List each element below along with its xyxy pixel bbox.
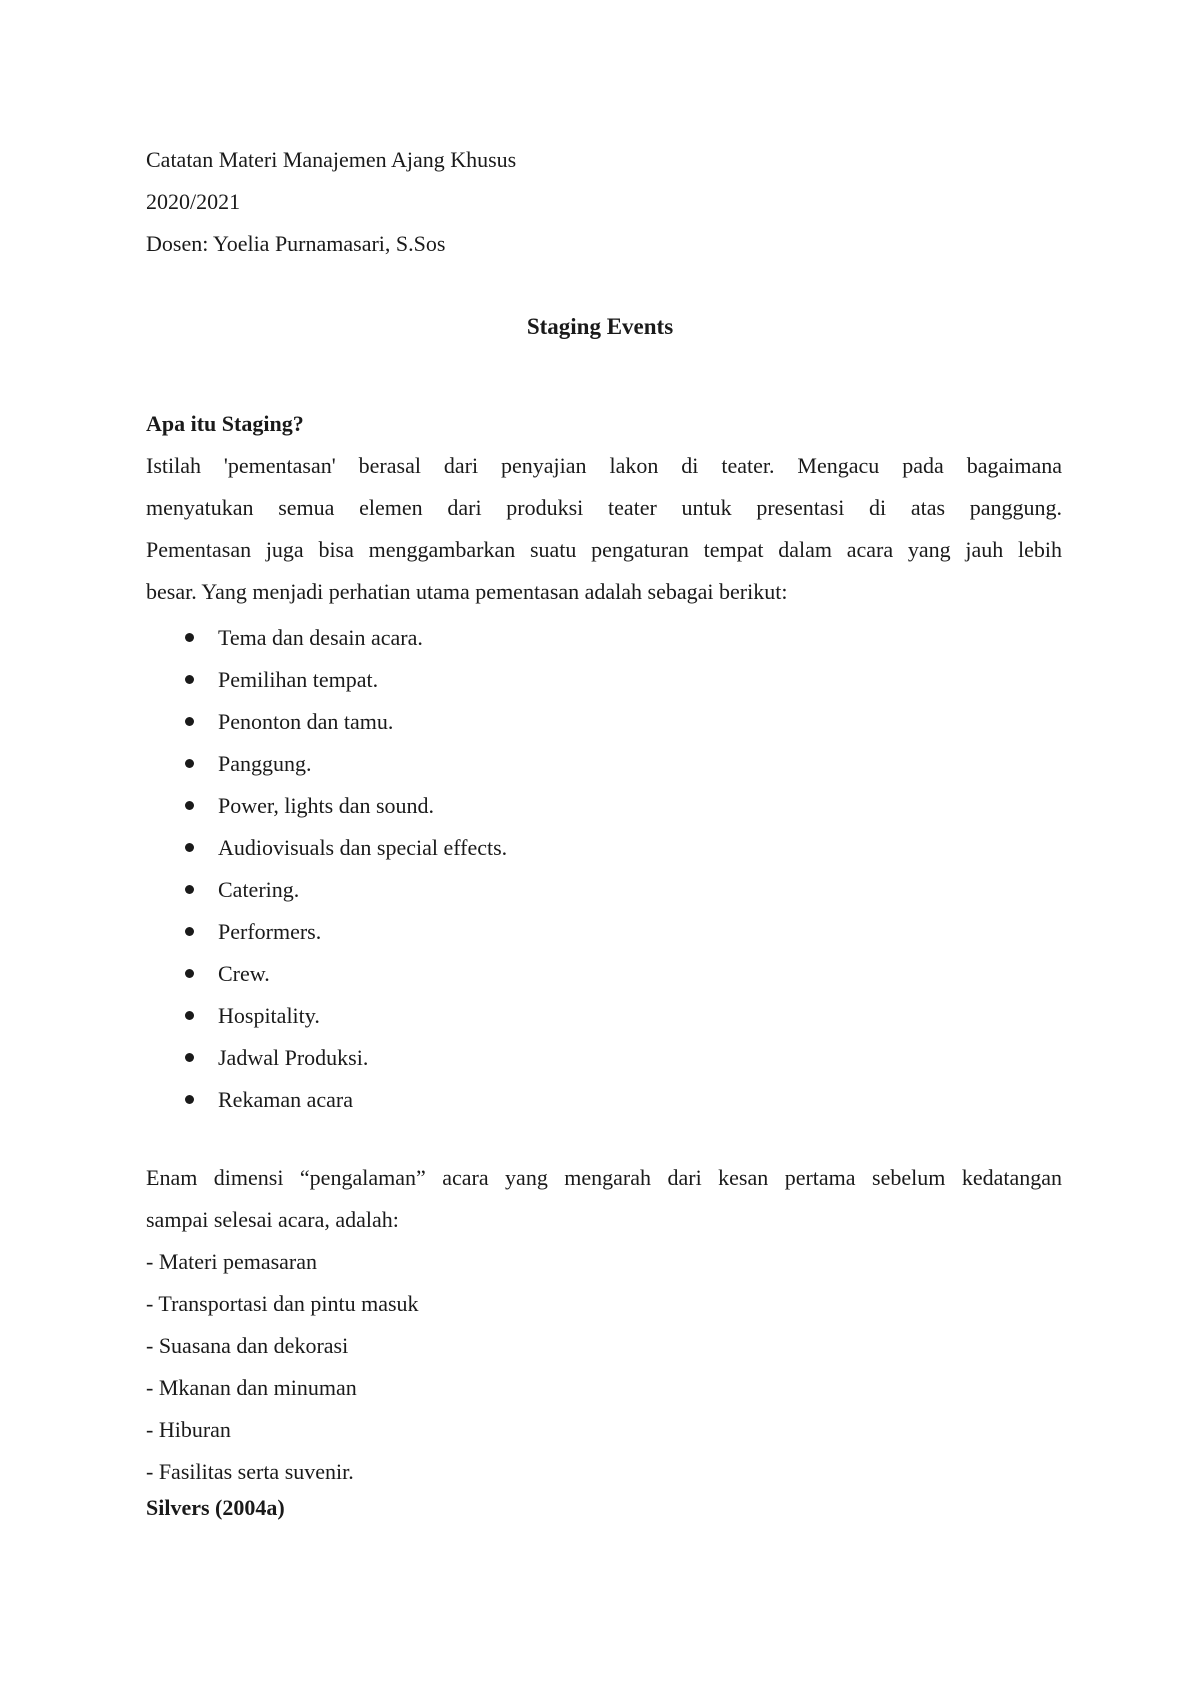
section-heading: Apa itu Staging? <box>146 411 304 436</box>
list-item <box>146 827 507 869</box>
list-item <box>146 659 507 701</box>
list-item <box>146 785 507 827</box>
paragraph-line: Pementasan juga bisa menggambarkan suatu pengaturan tempat dalam acara yang jauh lebih <box>146 537 1062 562</box>
list-item-text: Panggung. <box>218 751 312 776</box>
list-item: - Suasana dan dekorasi <box>146 1333 349 1358</box>
bullet-icon <box>185 885 194 894</box>
bullet-icon <box>185 717 194 726</box>
intro-paragraph <box>146 445 1062 613</box>
list-item <box>146 701 507 743</box>
paragraph-line: besar. Yang menjadi perhatian utama pementasan adalah sebagai berikut: <box>146 579 788 604</box>
paragraph-line: menyatukan semua elemen dari produksi teater untuk presentasi di atas panggung. <box>146 495 1062 520</box>
list-item: - Hiburan <box>146 1417 231 1442</box>
staging-concerns-list <box>146 617 507 1121</box>
list-item <box>146 1079 507 1121</box>
header-course-title: Catatan Materi Manajemen Ajang Khusus <box>146 147 517 172</box>
paragraph-line: sampai selesai acara, adalah: <box>146 1207 399 1232</box>
document-title: Staging Events <box>526 314 674 339</box>
list-item-text: Pemilihan tempat. <box>218 667 379 692</box>
bullet-icon <box>185 759 194 768</box>
bullet-icon <box>185 927 194 936</box>
list-item-text: Penonton dan tamu. <box>218 709 394 734</box>
list-item <box>146 1037 507 1079</box>
list-item-text: Jadwal Produksi. <box>218 1045 369 1070</box>
list-item-text: Tema dan desain acara. <box>218 625 423 650</box>
list-item <box>146 995 507 1037</box>
list-item-text: Crew. <box>218 961 270 986</box>
bullet-icon <box>185 843 194 852</box>
list-item-text: Audiovisuals dan special effects. <box>218 835 508 860</box>
bullet-icon <box>185 1095 194 1104</box>
header-academic-year: 2020/2021 <box>146 189 241 214</box>
experience-dimensions-list <box>146 1241 419 1493</box>
list-item-text: Power, lights dan sound. <box>218 793 435 818</box>
bullet-icon <box>185 1053 194 1062</box>
paragraph-line: Enam dimensi “pengalaman” acara yang mengarah dari kesan pertama sebelum kedatangan <box>146 1165 1062 1190</box>
list-item-text: Performers. <box>218 919 322 944</box>
list-item <box>146 911 507 953</box>
bullet-icon <box>185 675 194 684</box>
list-item-text: Catering. <box>218 877 300 902</box>
paragraph-line: Istilah 'pementasan' berasal dari penyajian lakon di teater. Mengacu pada bagaimana <box>146 453 1062 478</box>
list-item-text: Hospitality. <box>218 1003 320 1028</box>
bullet-icon <box>185 633 194 642</box>
list-item <box>146 617 507 659</box>
list-item-text: Rekaman acara <box>218 1087 353 1112</box>
list-item: - Mkanan dan minuman <box>146 1375 357 1400</box>
list-item: - Transportasi dan pintu masuk <box>146 1291 419 1316</box>
list-item: - Fasilitas serta suvenir. <box>146 1459 354 1484</box>
list-item <box>146 743 507 785</box>
header-lecturer: Dosen: Yoelia Purnamasari, S.Sos <box>146 231 446 256</box>
list-item <box>146 869 507 911</box>
bullet-icon <box>185 969 194 978</box>
dimensions-paragraph <box>146 1157 1062 1241</box>
bullet-icon <box>185 801 194 810</box>
list-item <box>146 953 507 995</box>
list-item: - Materi pemasaran <box>146 1249 318 1274</box>
bullet-icon <box>185 1011 194 1020</box>
source-citation: Silvers (2004a) <box>146 1495 285 1520</box>
